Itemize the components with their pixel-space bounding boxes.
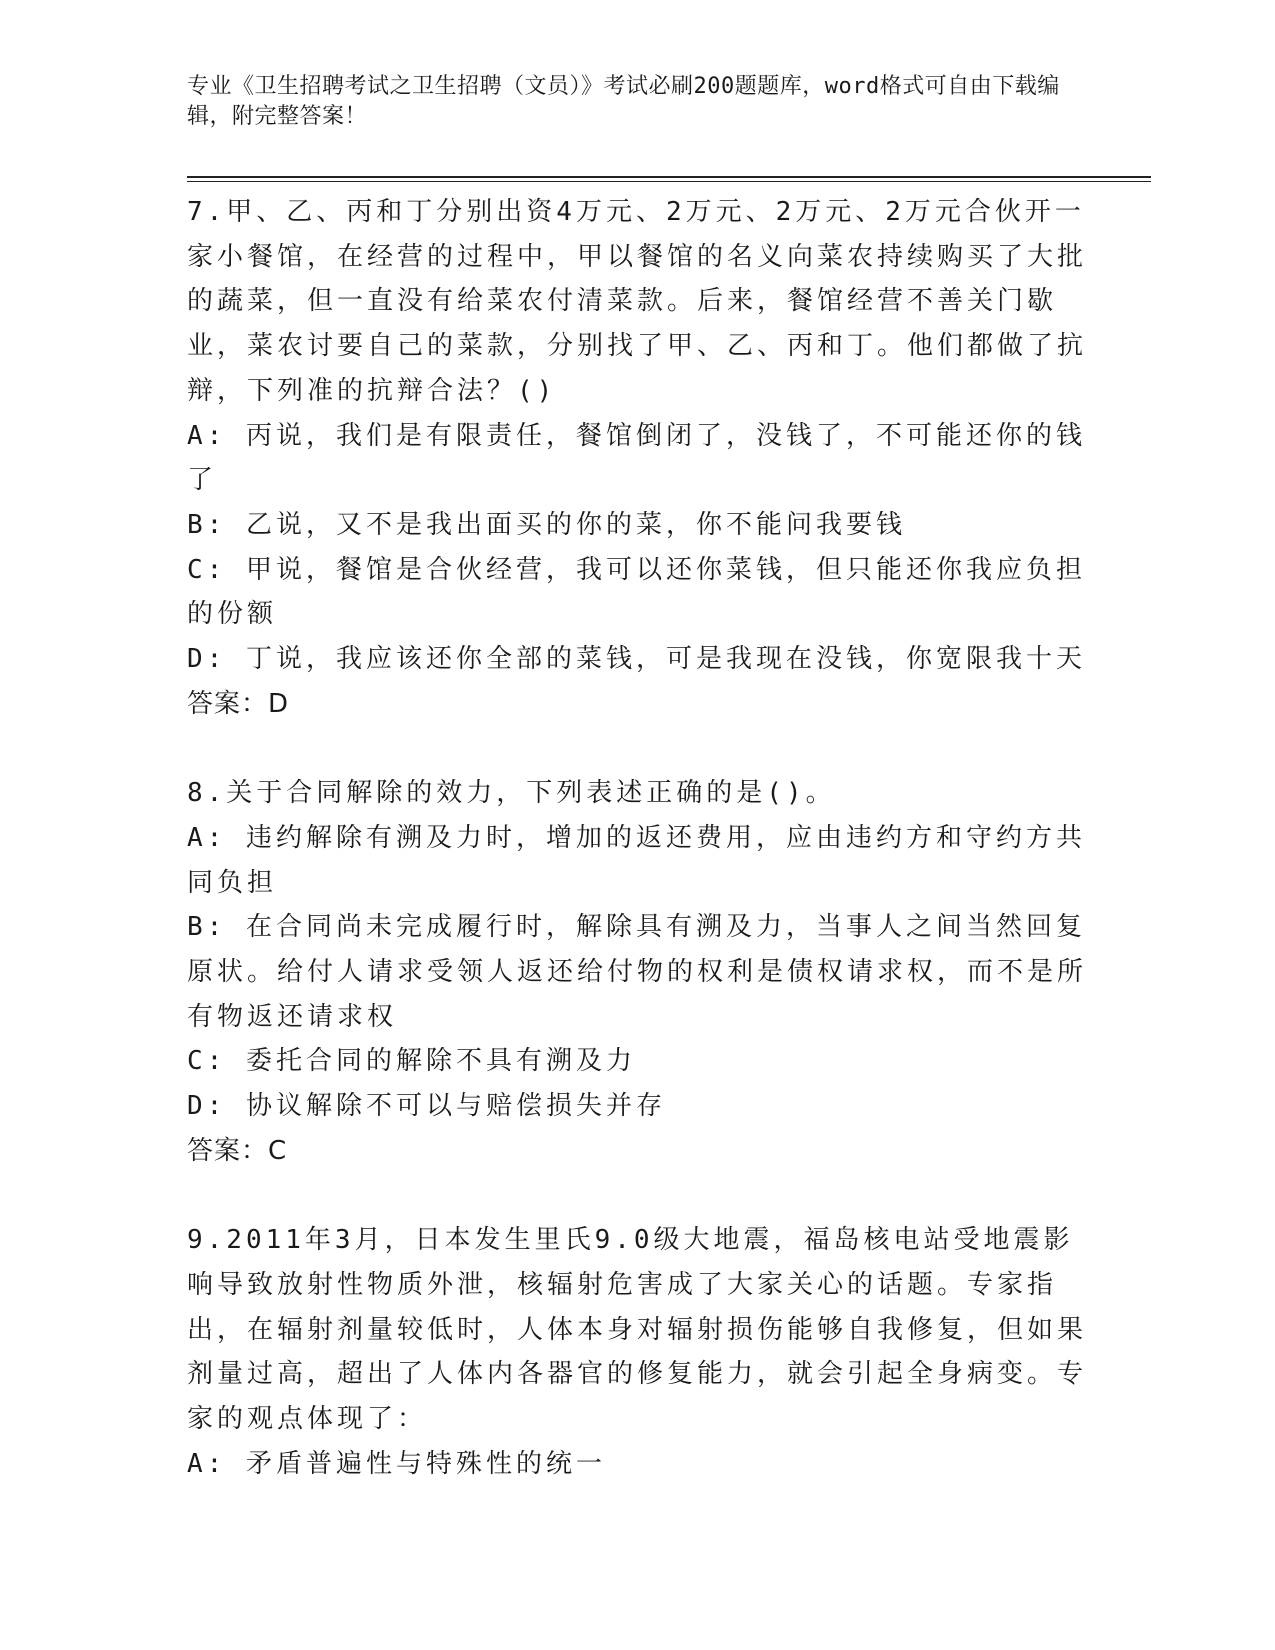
option-c: C: 甲说，餐馆是合伙经营，我可以还你菜钱，但只能还你我应负担的份额 bbox=[187, 554, 1086, 630]
spacer bbox=[187, 726, 1087, 771]
option-d: D: 丁说，我应该还你全部的菜钱，可是我现在没钱，你宽限我十天 bbox=[187, 644, 1086, 675]
answer-line: 答案：D bbox=[187, 688, 290, 719]
question-stem: 9.2011年3月，日本发生里氏9.0级大地震，福岛核电站受地震影响导致放射性物质外泄，核辐射危害成了大家关心的话题。专家指出，在辐射剂量较低时，人体本身对辐射损伤能够自我修复，但如果剂量过高，超出了人体内各器官的修复能力，就会引起全身病变。专家的观点体现了： bbox=[187, 1225, 1088, 1434]
answer-line: 答案：C bbox=[187, 1135, 288, 1166]
option-a: A: 违约解除有溯及力时，增加的返还费用，应由违约方和守约方共同负担 bbox=[187, 822, 1086, 898]
option-a: A: 丙说，我们是有限责任，餐馆倒闭了，没钱了，不可能还你的钱了 bbox=[187, 420, 1086, 496]
option-c: C: 委托合同的解除不具有溯及力 bbox=[187, 1046, 636, 1077]
question-7 bbox=[187, 190, 1087, 726]
document-header: 专业《卫生招聘考试之卫生招聘（文员）》考试必刷200题题库，word格式可自由下载编辑，附完整答案！ bbox=[187, 74, 1060, 129]
option-b: B: 在合同尚未完成履行时，解除具有溯及力，当事人之间当然回复原状。给付人请求受领人返还给付物的权利是债权请求权，而不是所有物返还请求权 bbox=[187, 912, 1088, 1032]
question-stem: 7.甲、乙、丙和丁分别出资4万元、2万元、2万元、2万元合伙开一家小餐馆，在经营的过程中，甲以餐馆的名义向菜农持续购买了大批的蔬菜，但一直没有给菜农付清菜款。后来，餐馆经营不善关门歇业，菜农讨要自己的菜款，分别找了甲、乙、丙和丁。他们都做了抗辩，下列准的抗辩合法？() bbox=[187, 197, 1088, 406]
spacer bbox=[187, 1173, 1087, 1218]
option-a: A: 矛盾普遍性与特殊性的统一 bbox=[187, 1448, 606, 1479]
option-d: D: 协议解除不可以与赔偿损失并存 bbox=[187, 1091, 666, 1122]
question-stem: 8.关于合同解除的效力，下列表述正确的是()。 bbox=[187, 778, 836, 809]
question-9 bbox=[187, 1218, 1087, 1486]
question-8 bbox=[187, 771, 1087, 1173]
header-rule-thick bbox=[187, 176, 1151, 178]
question-list bbox=[187, 190, 1087, 1486]
header-rule-thin bbox=[187, 181, 1151, 182]
option-b: B: 乙说，又不是我出面买的你的菜，你不能问我要钱 bbox=[187, 509, 906, 540]
